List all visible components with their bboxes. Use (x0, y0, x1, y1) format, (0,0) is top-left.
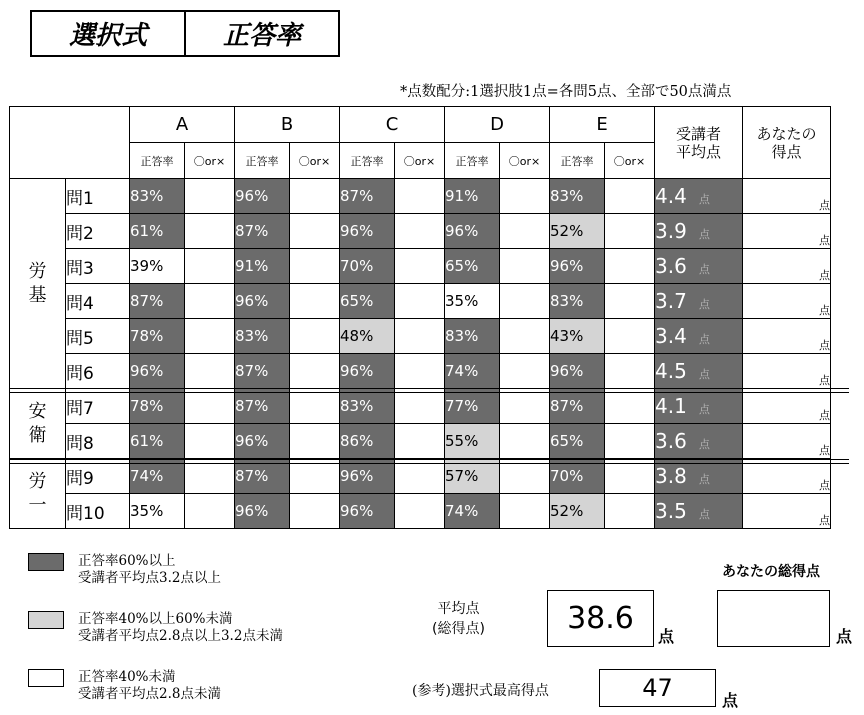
rate-cell: 87% (550, 389, 605, 424)
rate-cell: 52% (550, 494, 605, 529)
legend-swatch-dark (28, 553, 64, 571)
table-row (10, 389, 831, 424)
avg-score-cell: 3.8 点 (655, 459, 743, 494)
rate-cell: 65% (340, 284, 395, 319)
avg-score-cell: 3.5 点 (655, 494, 743, 529)
rate-cell: 83% (340, 389, 395, 424)
answer-mark-cell[interactable] (395, 354, 445, 389)
avg-total-label: 平均点 (総得点) (432, 601, 485, 637)
rate-cell: 83% (130, 179, 185, 214)
rate-cell: 83% (550, 179, 605, 214)
ox-subheader: 〇or× (395, 143, 445, 179)
avg-total-unit: 点 (658, 627, 675, 646)
avg-score-cell: 3.7 点 (655, 284, 743, 319)
answer-mark-cell[interactable] (395, 284, 445, 319)
answer-mark-cell[interactable] (290, 284, 340, 319)
answer-mark-cell[interactable] (500, 214, 550, 249)
rate-cell: 55% (445, 424, 500, 459)
rate-cell: 96% (340, 459, 395, 494)
answer-mark-cell[interactable] (290, 494, 340, 529)
answer-mark-cell[interactable] (395, 424, 445, 459)
rate-subheader: 正答率 (130, 143, 185, 179)
answer-mark-cell[interactable] (395, 249, 445, 284)
avg-header: 受講者 平均点 (655, 107, 743, 179)
question-label: 問1 (66, 179, 130, 214)
rate-cell: 74% (445, 354, 500, 389)
rate-cell: 96% (340, 214, 395, 249)
rate-cell: 35% (130, 494, 185, 529)
answer-mark-cell[interactable] (290, 249, 340, 284)
avg-score-cell: 4.1 点 (655, 389, 743, 424)
rate-cell: 39% (130, 249, 185, 284)
answer-mark-cell[interactable] (185, 389, 235, 424)
answer-mark-cell[interactable] (185, 494, 235, 529)
group-label: 労 一 (10, 459, 66, 529)
ox-subheader: 〇or× (290, 143, 340, 179)
max-score-value: 47 (599, 669, 716, 707)
table-row (10, 354, 831, 389)
avg-score-cell: 3.6 点 (655, 424, 743, 459)
rate-cell: 52% (550, 214, 605, 249)
answer-mark-cell[interactable] (290, 354, 340, 389)
your-score-cell[interactable]: 点 (743, 284, 831, 319)
rate-cell: 70% (550, 459, 605, 494)
answer-mark-cell[interactable] (500, 424, 550, 459)
answer-mark-cell[interactable] (395, 494, 445, 529)
answer-mark-cell[interactable] (185, 179, 235, 214)
choice-header-c: C (340, 107, 445, 143)
avg-score-cell: 4.5 点 (655, 354, 743, 389)
rate-cell: 61% (130, 214, 185, 249)
your-score-cell[interactable]: 点 (743, 214, 831, 249)
legend-text-dark: 正答率60%以上 受講者平均点3.2点以上 (78, 553, 221, 586)
rate-cell: 70% (340, 249, 395, 284)
your-score-cell[interactable]: 点 (743, 319, 831, 354)
rate-cell: 96% (235, 494, 290, 529)
rate-cell: 87% (340, 179, 395, 214)
answer-mark-cell[interactable] (500, 319, 550, 354)
question-label: 問5 (66, 319, 130, 354)
question-label: 問7 (66, 389, 130, 424)
table-row (10, 494, 831, 529)
answer-mark-cell[interactable] (185, 354, 235, 389)
rate-cell: 61% (130, 424, 185, 459)
your-score-cell[interactable]: 点 (743, 424, 831, 459)
rate-subheader: 正答率 (550, 143, 605, 179)
answer-mark-cell[interactable] (605, 319, 655, 354)
rate-cell: 96% (550, 249, 605, 284)
rate-cell: 91% (235, 249, 290, 284)
avg-score-cell: 3.9 点 (655, 214, 743, 249)
answer-mark-cell[interactable] (605, 214, 655, 249)
section-divider (9, 459, 849, 464)
answer-mark-cell[interactable] (500, 494, 550, 529)
answer-mark-cell[interactable] (605, 284, 655, 319)
your-total-input[interactable] (717, 590, 830, 647)
legend-swatch-light (28, 611, 64, 629)
avg-total-value: 38.6 (547, 590, 654, 647)
rate-cell: 96% (550, 354, 605, 389)
max-score-unit: 点 (722, 691, 739, 710)
rate-cell: 96% (235, 284, 290, 319)
question-label: 問8 (66, 424, 130, 459)
legend-swatch-white (28, 669, 64, 687)
title-rate: 正答率 (222, 21, 301, 51)
answer-mark-cell[interactable] (605, 494, 655, 529)
rate-cell: 87% (130, 284, 185, 319)
your-score-header: あなたの 得点 (743, 107, 831, 179)
rate-cell: 96% (130, 354, 185, 389)
table-row (10, 179, 831, 214)
answer-mark-cell[interactable] (500, 354, 550, 389)
rate-cell: 83% (550, 284, 605, 319)
rate-cell: 96% (235, 179, 290, 214)
scoring-note: *点数配分:1選択肢1点=各問5点、全部で50点満点 (400, 84, 732, 100)
answer-rate-table (9, 106, 831, 529)
your-total-unit: 点 (836, 627, 853, 646)
avg-score-cell: 3.4 点 (655, 319, 743, 354)
rate-cell: 87% (235, 459, 290, 494)
answer-mark-cell[interactable] (500, 284, 550, 319)
table-row (10, 424, 831, 459)
answer-mark-cell[interactable] (605, 179, 655, 214)
rate-cell: 96% (235, 424, 290, 459)
answer-mark-cell[interactable] (605, 354, 655, 389)
question-label: 問9 (66, 459, 130, 494)
table-row (10, 284, 831, 319)
ox-subheader: 〇or× (185, 143, 235, 179)
your-total-label: あなたの総得点 (722, 564, 820, 580)
legend-text-white: 正答率40%未満 受講者平均点2.8点未満 (78, 669, 221, 702)
answer-mark-cell[interactable] (290, 179, 340, 214)
question-label: 問3 (66, 249, 130, 284)
rate-cell: 43% (550, 319, 605, 354)
rate-cell: 87% (235, 214, 290, 249)
choice-header-d: D (445, 107, 550, 143)
section-divider (9, 388, 849, 393)
answer-mark-cell[interactable] (185, 319, 235, 354)
ox-subheader: 〇or× (605, 143, 655, 179)
rate-cell: 87% (235, 354, 290, 389)
rate-cell: 91% (445, 179, 500, 214)
group-label: 労 基 (10, 179, 66, 389)
choice-header-e: E (550, 107, 655, 143)
question-label: 問10 (66, 494, 130, 529)
rate-cell: 57% (445, 459, 500, 494)
table-row (10, 249, 831, 284)
rate-cell: 87% (235, 389, 290, 424)
table-row (10, 214, 831, 249)
rate-cell: 78% (130, 319, 185, 354)
answer-mark-cell[interactable] (290, 389, 340, 424)
group-label: 安 衛 (10, 389, 66, 459)
question-label: 問2 (66, 214, 130, 249)
your-score-cell[interactable]: 点 (743, 179, 831, 214)
rate-cell: 48% (340, 319, 395, 354)
max-score-label: (参考)選択式最高得点 (412, 683, 549, 699)
rate-cell: 74% (445, 494, 500, 529)
table-row (10, 319, 831, 354)
rate-subheader: 正答率 (445, 143, 500, 179)
rate-subheader: 正答率 (340, 143, 395, 179)
answer-mark-cell[interactable] (395, 389, 445, 424)
answer-mark-cell[interactable] (605, 249, 655, 284)
your-score-cell[interactable]: 点 (743, 459, 831, 494)
corner-cell (10, 107, 130, 179)
answer-mark-cell[interactable] (290, 319, 340, 354)
ox-subheader: 〇or× (500, 143, 550, 179)
title-method: 選択式 (32, 12, 186, 55)
answer-mark-cell[interactable] (290, 214, 340, 249)
rate-cell: 96% (445, 214, 500, 249)
answer-mark-cell[interactable] (500, 249, 550, 284)
answer-mark-cell[interactable] (290, 424, 340, 459)
rate-subheader: 正答率 (235, 143, 290, 179)
avg-score-cell: 3.6 点 (655, 249, 743, 284)
answer-mark-cell[interactable] (605, 424, 655, 459)
your-score-cell[interactable]: 点 (743, 354, 831, 389)
answer-mark-cell[interactable] (395, 319, 445, 354)
choice-header-b: B (235, 107, 340, 143)
your-score-cell[interactable]: 点 (743, 389, 831, 424)
rate-cell: 78% (130, 389, 185, 424)
answer-mark-cell[interactable] (185, 284, 235, 319)
rate-cell: 65% (445, 249, 500, 284)
title-box (30, 10, 340, 57)
rate-cell: 96% (340, 494, 395, 529)
your-score-cell[interactable]: 点 (743, 494, 831, 529)
avg-score-cell: 4.4 点 (655, 179, 743, 214)
rate-cell: 86% (340, 424, 395, 459)
answer-mark-cell[interactable] (185, 214, 235, 249)
rate-cell: 83% (445, 319, 500, 354)
answer-mark-cell[interactable] (500, 179, 550, 214)
answer-mark-cell[interactable] (500, 389, 550, 424)
rate-cell: 96% (340, 354, 395, 389)
rate-cell: 65% (550, 424, 605, 459)
answer-mark-cell[interactable] (395, 214, 445, 249)
choice-header-a: A (130, 107, 235, 143)
rate-cell: 83% (235, 319, 290, 354)
rate-cell: 74% (130, 459, 185, 494)
answer-mark-cell[interactable] (395, 179, 445, 214)
answer-mark-cell[interactable] (185, 424, 235, 459)
your-score-cell[interactable]: 点 (743, 249, 831, 284)
question-label: 問4 (66, 284, 130, 319)
answer-mark-cell[interactable] (605, 389, 655, 424)
question-label: 問6 (66, 354, 130, 389)
rate-cell: 35% (445, 284, 500, 319)
rate-cell: 77% (445, 389, 500, 424)
legend-text-light: 正答率40%以上60%未満 受講者平均点2.8点以上3.2点未満 (78, 611, 283, 644)
answer-mark-cell[interactable] (185, 249, 235, 284)
